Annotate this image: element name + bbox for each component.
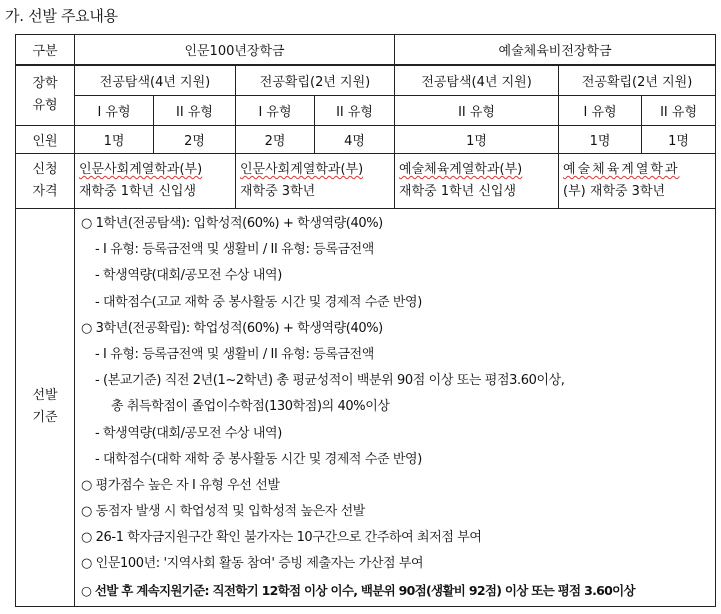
- criteria-row-label: 선발 기준: [16, 209, 75, 607]
- type-group-row: [16, 65, 716, 96]
- criteria-item: ○ 평가점수 높은 자 I 유형 우선 선발: [81, 477, 280, 493]
- count-cell: 1명: [75, 126, 154, 154]
- subtype-cell: I 유형: [75, 96, 154, 126]
- eligibility-row: [16, 154, 716, 209]
- criteria-item: ○ 3학년(전공확립): 학업성적(60%) + 학생역량(40%): [81, 320, 383, 336]
- criteria-cell: [75, 209, 716, 607]
- type-group-b-establish: 전공확립(2년 지원): [559, 65, 716, 96]
- count-cell: 2명: [154, 126, 236, 154]
- criteria-subitem: - 학생역량(대회/공모전 수상 내역): [95, 268, 282, 284]
- count-cell: 4명: [315, 126, 395, 154]
- type-group-a-explore: 전공탐색(4년 지원): [75, 65, 236, 96]
- section-heading: 가. 선발 주요내용: [5, 7, 118, 25]
- criteria-subitem: - (본교기준) 직전 2년(1~2학년) 총 평균성적이 백분위 90점 이상 또는 평점3.60이상,: [95, 373, 565, 389]
- type-row-label: 장학 유형: [16, 65, 75, 126]
- scholarship-table: [15, 34, 716, 607]
- eligibility-cell: 예술체육계열학과 (부) 재학중 3학년: [559, 154, 716, 209]
- count-cell: 1명: [642, 126, 716, 154]
- header-scholarship-b: 예술체육비전장학금: [395, 35, 716, 65]
- count-row-label: 인원: [16, 126, 75, 154]
- count-cell: 1명: [395, 126, 559, 154]
- subtype-cell: I 유형: [559, 96, 642, 126]
- criteria-subitem: - I 유형: 등록금전액 및 생활비 / II 유형: 등록금전액: [95, 242, 374, 258]
- header-scholarship-a: 인문100년장학금: [75, 35, 395, 65]
- eligibility-cell: 인문사회계열학과(부) 재학중 3학년: [236, 154, 395, 209]
- count-cell: 2명: [236, 126, 315, 154]
- criteria-item: ○ 1학년(전공탐색): 입학성적(60%) + 학생역량(40%): [81, 216, 383, 231]
- count-cell: 1명: [559, 126, 642, 154]
- criteria-subitem: - 대학점수(고교 재학 중 봉사활동 시간 및 경제적 수준 반영): [95, 294, 422, 310]
- eligibility-cell: 예술체육계열학과(부) 재학중 1학년 신입생: [395, 154, 559, 209]
- type-group-a-establish: 전공확립(2년 지원): [236, 65, 395, 96]
- criteria-subitem: - I 유형: 등록금전액 및 생활비 / II 유형: 등록금전액: [95, 346, 374, 362]
- header-row: [16, 35, 716, 65]
- subtype-cell: II 유형: [315, 96, 395, 126]
- count-row: [16, 126, 716, 154]
- subtype-cell: II 유형: [154, 96, 236, 126]
- criteria-subitem: - 대학점수(대학 재학 중 봉사활동 시간 및 경제적 수준 반영): [95, 451, 422, 467]
- eligibility-row-label: 신청 자격: [16, 154, 75, 209]
- eligibility-cell: 인문사회계열학과(부) 재학중 1학년 신입생: [75, 154, 236, 209]
- subtype-cell: I 유형: [236, 96, 315, 126]
- criteria-item: ○ 26-1 학자금지원구간 확인 불가자는 10구간으로 간주하여 최저점 부여: [81, 530, 482, 546]
- criteria-item-emphasis: ○ 선발 후 계속지원기준: 직전학기 12학점 이상 이수, 백분위 90점(생활비 92점) 이상 또는 평점 3.60이상: [81, 582, 635, 598]
- criteria-item: ○ 동점자 발생 시 학업성적 및 입학성적 높은자 선발: [81, 504, 365, 520]
- criteria-continuation: 총 취득학점이 졸업이수학점(130학점)의 40%이상: [111, 399, 390, 415]
- header-category-label: 구분: [16, 35, 75, 65]
- type-group-b-explore: 전공탐색(4년 지원): [395, 65, 559, 96]
- criteria-subitem: - 학생역량(대회/공모전 수상 내역): [95, 425, 282, 441]
- subtype-cell: II 유형: [642, 96, 716, 126]
- criteria-item: ○ 인문100년: '지역사회 활동 참여' 증빙 제출자는 가산점 부여: [81, 556, 424, 572]
- subtype-cell: II 유형: [395, 96, 559, 126]
- subtype-row: [16, 96, 716, 126]
- criteria-row: [16, 209, 716, 607]
